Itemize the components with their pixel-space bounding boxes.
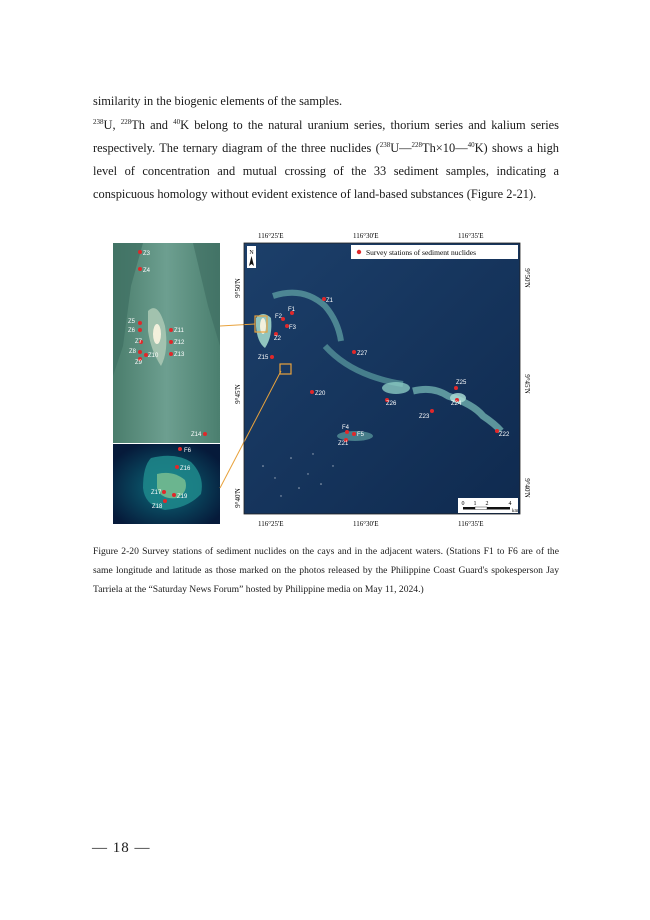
station-label: Z23 [419,414,430,420]
station-label: Z5 [128,319,136,325]
station-label: Z21 [338,441,349,447]
paragraph-2: $^{238}$U, $^{228}$Th and $^{40}$K belong to the natural uranium series, thorium series and kalium series respectively. The ternary diagram of the three nuclides ($^{238}$U—$^{228}$Th×10—$^{40}$K) shows a high level of concentration and mutual crossing of the 33 sediment samples, indicating a conspicuous homology without evident existence of land-based substances (Figure 2-21). [93,117,559,201]
station-label: Z20 [315,391,326,397]
inset-map-top [113,243,220,443]
svg-text:0: 0 [461,501,465,507]
scale-bar [458,498,519,514]
inset-map-bottom [113,444,220,524]
top-lon-label-3: 116°35'E [458,232,484,240]
page-number: — 18 — [92,840,151,856]
svg-text:4: 4 [508,501,512,507]
top-lon-label-1: 116°25'E [258,232,284,240]
station-label: F6 [184,448,192,454]
station-label: F1 [288,307,296,313]
station-label: Z25 [456,380,467,386]
right-lat-label-1: 9°50'N [523,268,531,288]
svg-text:2: 2 [485,501,489,507]
station-label: Z10 [148,353,159,359]
svg-text:1: 1 [473,501,477,507]
left-lat-label-2: 9°45'N [234,384,242,404]
left-lat-label-1: 9°50'N [234,278,242,298]
legend-marker-icon [357,250,361,254]
main-map [244,243,520,514]
bottom-lon-label-2: 116°30'E [353,520,379,528]
station-label: F5 [357,432,365,438]
left-lat-label-3: 9°40'N [234,488,242,508]
station-label: Z27 [357,351,368,357]
top-lon-label-2: 116°30'E [353,232,379,240]
paragraph-1: similarity in the biogenic elements of the samples. [93,94,343,108]
station-label: Z19 [177,494,188,500]
station-label: Z15 [258,355,269,361]
right-lat-label-3: 9°40'N [523,478,531,498]
svg-text:km: km [512,509,519,514]
figure-caption: Figure 2-20 Survey stations of sediment nuclides on the cays and in the adjacent waters. (Stations F1 to F6 are of the same longitude and latitude as those marked on the photos released by the Philippine Coast Guard's spokesperson Jay Tarriela at the “Saturday News Forum” hosted by Philippine media on May 11, 2024.) [93,546,559,595]
station-label: Z2 [274,336,282,342]
station-label: Z16 [180,466,191,472]
map-legend [351,245,518,259]
legend-label: Survey stations of sediment nuclides [366,248,476,257]
station-label: F4 [342,425,350,431]
station-label: F2 [275,314,283,320]
station-label: Z7 [135,339,143,345]
station-label: Z8 [129,349,137,355]
figure-2-20 [113,226,543,536]
station-label: Z17 [151,490,162,496]
station-label: Z24 [451,401,462,407]
station-label: Z13 [174,352,185,358]
north-arrow-icon [247,246,256,268]
station-label: Z6 [128,328,136,334]
station-label: Z18 [152,504,163,510]
station-label: Z1 [326,298,334,304]
station-label: F3 [289,325,297,331]
svg-text:N: N [249,250,254,256]
station-label: Z26 [386,401,397,407]
station-label: Z22 [499,432,510,438]
station-label: Z4 [143,268,151,274]
right-lat-label-2: 9°45'N [523,374,531,394]
station-label: Z9 [135,360,143,366]
station-label: Z14 [191,432,202,438]
bottom-lon-label-3: 116°35'E [458,520,484,528]
station-label: Z3 [143,251,151,257]
station-label: Z12 [174,340,185,346]
station-label: Z11 [174,328,184,334]
bottom-lon-label-1: 116°25'E [258,520,284,528]
